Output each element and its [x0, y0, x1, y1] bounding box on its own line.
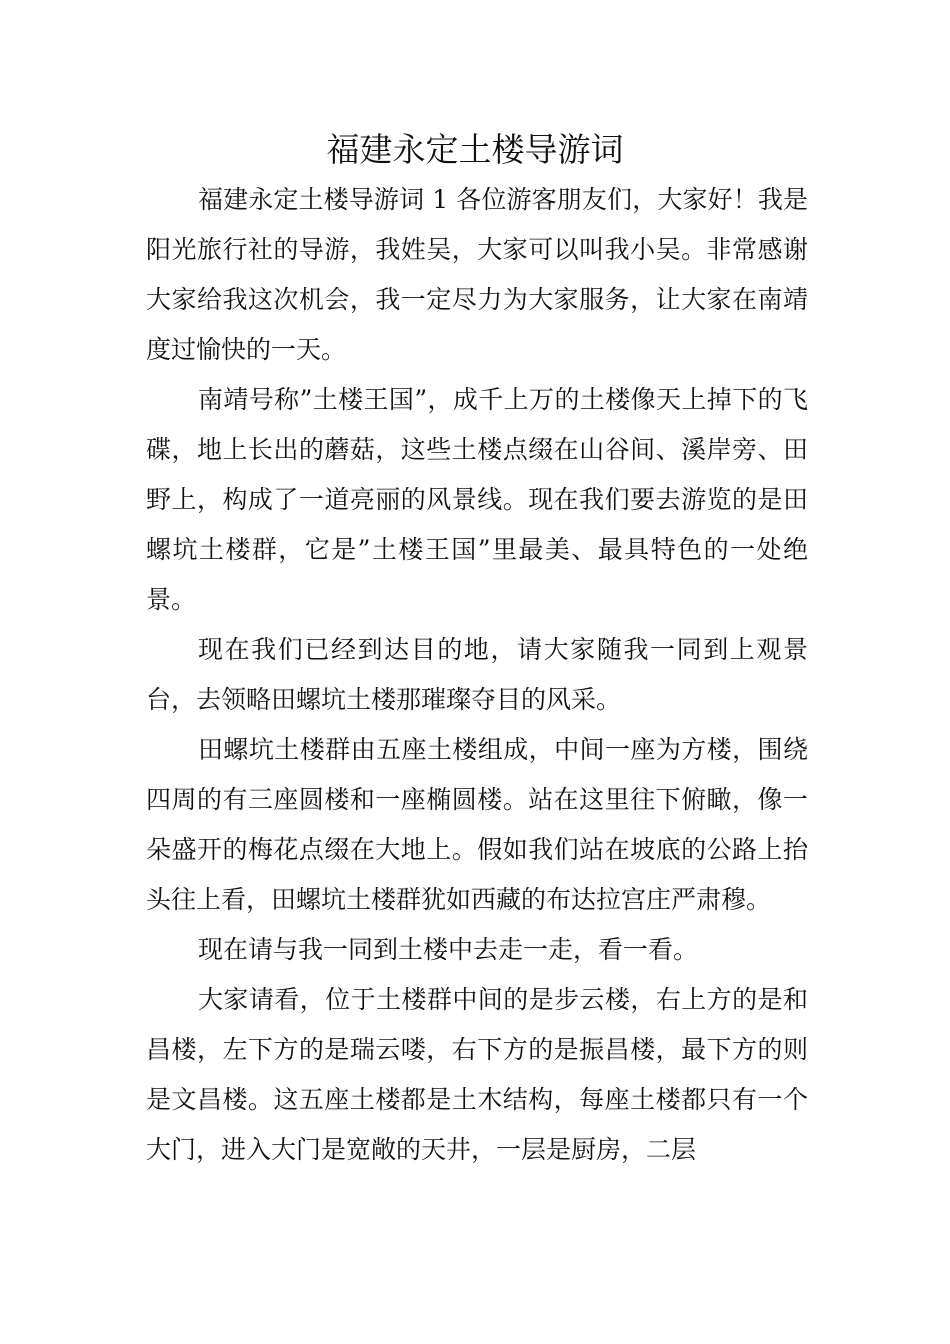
paragraph-five-buildings: 大家请看，位于土楼群中间的是步云楼，右上方的是和昌楼，左下方的是瑞云喽，右下方的是振昌楼，最下方的则是文昌楼。这五座土楼都是土木结构，每座土楼都只有一个大门，进入大门是宽敞的天井，一层是厨房，二层 — [146, 985, 808, 1164]
document-body — [146, 175, 808, 1175]
document-title: 福建永定土楼导游词 — [326, 130, 624, 169]
paragraph-tulou-kingdom: 南靖号称”土楼王国”，成千上万的土楼像天上掉下的飞碟，地上长出的蘑菇，这些土楼点缀在山谷间、溪岸旁、田野上，构成了一道亮丽的风景线。现在我们要去游览的是田螺坑土楼群，它是”土楼王国”里最美、最具特色的一处绝景。 — [146, 385, 808, 614]
paragraph-tianluokeng: 田螺坑土楼群由五座土楼组成，中间一座为方楼，围绕四周的有三座圆楼和一座椭圆楼。站在这里往下俯瞰，像一朵盛开的梅花点缀在大地上。假如我们站在坡底的公路上抬头往上看，田螺坑土楼群犹如西藏的布达拉宫庄严肃穆。 — [146, 735, 808, 914]
paragraph-arrival: 现在我们已经到达目的地，请大家随我一同到上观景台，去领略田螺坑土楼那璀璨夺目的风采。 — [146, 635, 808, 714]
paragraph-walk: 现在请与我一同到土楼中去走一走，看一看。 — [198, 935, 699, 964]
paragraph-intro: 福建永定土楼导游词 1 各位游客朋友们，大家好！我是阳光旅行社的导游，我姓吴，大家可以叫我小吴。非常感谢大家给我这次机会，我一定尽力为大家服务，让大家在南靖度过愉快的一天。 — [146, 185, 808, 364]
